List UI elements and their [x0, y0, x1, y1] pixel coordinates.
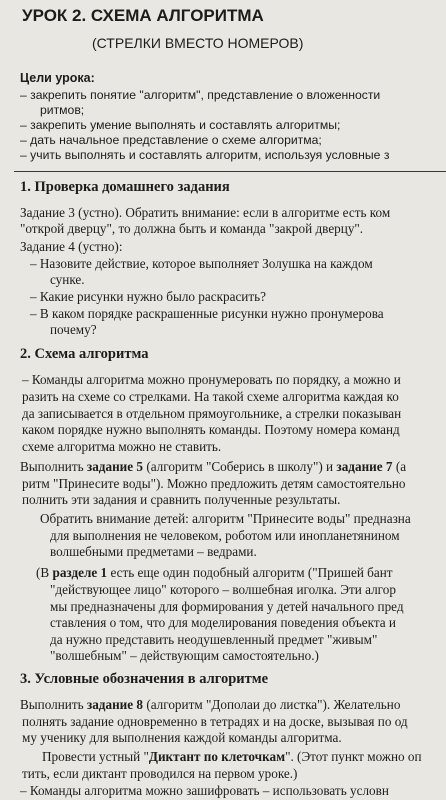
paragraph-line: мы предназначены для формирования у детей начального пред	[50, 599, 404, 614]
text-run: (алгоритм "Дополаи до листка"). Желательно	[143, 697, 401, 712]
paragraph-line: почему?	[50, 322, 97, 337]
paragraph-line: волшебными предметами – ведрами.	[50, 544, 257, 559]
paragraph-line: полнять задание одновременно в тетрадях и на доске, вызывая по од	[22, 714, 408, 729]
paragraph-line: каком порядке нужно выполнять команды. Поэтому номера команд	[22, 422, 400, 437]
paragraph-line	[20, 697, 400, 712]
paragraph-line: сунке.	[50, 272, 85, 287]
goal-item-cont: ритмов;	[40, 103, 85, 117]
task-ref: задание 7	[336, 459, 393, 474]
paragraph-line	[42, 749, 422, 764]
paragraph-line: для выполнения не человеком, роботом или инопланетянином	[50, 528, 400, 543]
page-subtitle: (СТРЕЛКИ ВМЕСТО НОМЕРОВ)	[92, 35, 304, 51]
goal-item: – закрепить умение выполнять и составлять алгоритмы;	[20, 118, 341, 132]
paragraph-line: – Команды алгоритма можно зашифровать – использовать условн	[20, 783, 389, 798]
goals-heading: Цели урока:	[20, 71, 95, 85]
paragraph-line	[20, 459, 406, 474]
paragraph-line: полнить эти задания и сравнить полученные результаты.	[22, 492, 341, 507]
paragraph-line: ставления о том, что для моделирования поведения объекта и	[50, 615, 396, 630]
goal-item: – учить выполнять и составлять алгоритм, используя условные з	[20, 148, 390, 162]
paragraph-line: – Команды алгоритма можно пронумеровать по порядку, а можно и	[22, 372, 401, 387]
paragraph-line: Обратить внимание детей: алгоритм "Принесите воды" предназна	[40, 511, 411, 526]
paragraph-line: схеме алгоритма можно не ставить.	[22, 439, 222, 454]
text-run: есть еще один подобный алгоритм ("Пришей бант	[107, 565, 393, 580]
page-title: УРОК 2. СХЕМА АЛГОРИТМА	[22, 6, 264, 25]
section-3-heading: 3. Условные обозначения в алгоритме	[20, 671, 269, 687]
paragraph-line: да нужно представить неодушевленный предмет "живым"	[50, 632, 378, 647]
paragraph-line: Задание 3 (устно). Обратить внимание: если в алгоритме есть ком	[20, 205, 391, 220]
text-run: (а	[392, 459, 407, 474]
section-divider	[14, 171, 446, 172]
exercise-ref: Диктант по клеточкам	[148, 749, 286, 764]
paragraph-line: – Назовите действие, которое выполняет Золушка на каждом	[30, 256, 373, 271]
task-ref: задание 8	[86, 697, 144, 712]
paragraph-line: му ученику для выполнения каждой команды алгоритма.	[22, 730, 342, 745]
text-run: ". (Этот пункт можно оп	[285, 749, 422, 764]
goal-item: – закрепить понятие "алгоритм", представление о вложенности	[20, 88, 381, 102]
section-1-heading: 1. Проверка домашнего задания	[20, 179, 230, 195]
text-run: Провести устный "	[42, 749, 149, 764]
paragraph-line: ритм "Принесите воды"). Можно предложить детям самостоятельно	[22, 476, 406, 491]
paragraph-line: "действующее лицо" которого – волшебная иголка. Эти алгор	[50, 582, 396, 597]
section-2-heading: 2. Схема алгоритма	[20, 346, 149, 362]
paragraph-line: тить, если диктант проводился на первом уроке.)	[22, 766, 298, 781]
paragraph-line: "открой дверцу", то должна быть и команда "закрой дверцу".	[20, 221, 364, 236]
paragraph-line: Задание 4 (устно):	[20, 239, 123, 254]
paragraph-line: – В каком порядке раскрашенные рисунки нужно пронумерова	[30, 306, 384, 321]
paragraph-line: – Какие рисунки нужно было раскрасить?	[30, 289, 266, 304]
section-ref: разделе 1	[52, 565, 108, 580]
text-run: Выполнить	[20, 459, 87, 474]
text-run: (алгоритм "Соберись в школу") и	[143, 459, 337, 474]
text-run: Выполнить	[20, 697, 87, 712]
paragraph-line: разить на схеме со стрелками. На такой схеме алгоритма каждая ко	[22, 389, 399, 404]
paragraph-line: да записывается в отдельном прямоугольнике, а стрелки показыван	[22, 406, 402, 421]
task-ref: задание 5	[86, 459, 144, 474]
text-run: (В	[36, 565, 53, 580]
paragraph-line	[36, 565, 393, 580]
paragraph-line: "волшебным" – действующим самостоятельно.)	[50, 648, 319, 663]
goal-item: – дать начальное представление о схеме алгоритма;	[20, 133, 322, 147]
